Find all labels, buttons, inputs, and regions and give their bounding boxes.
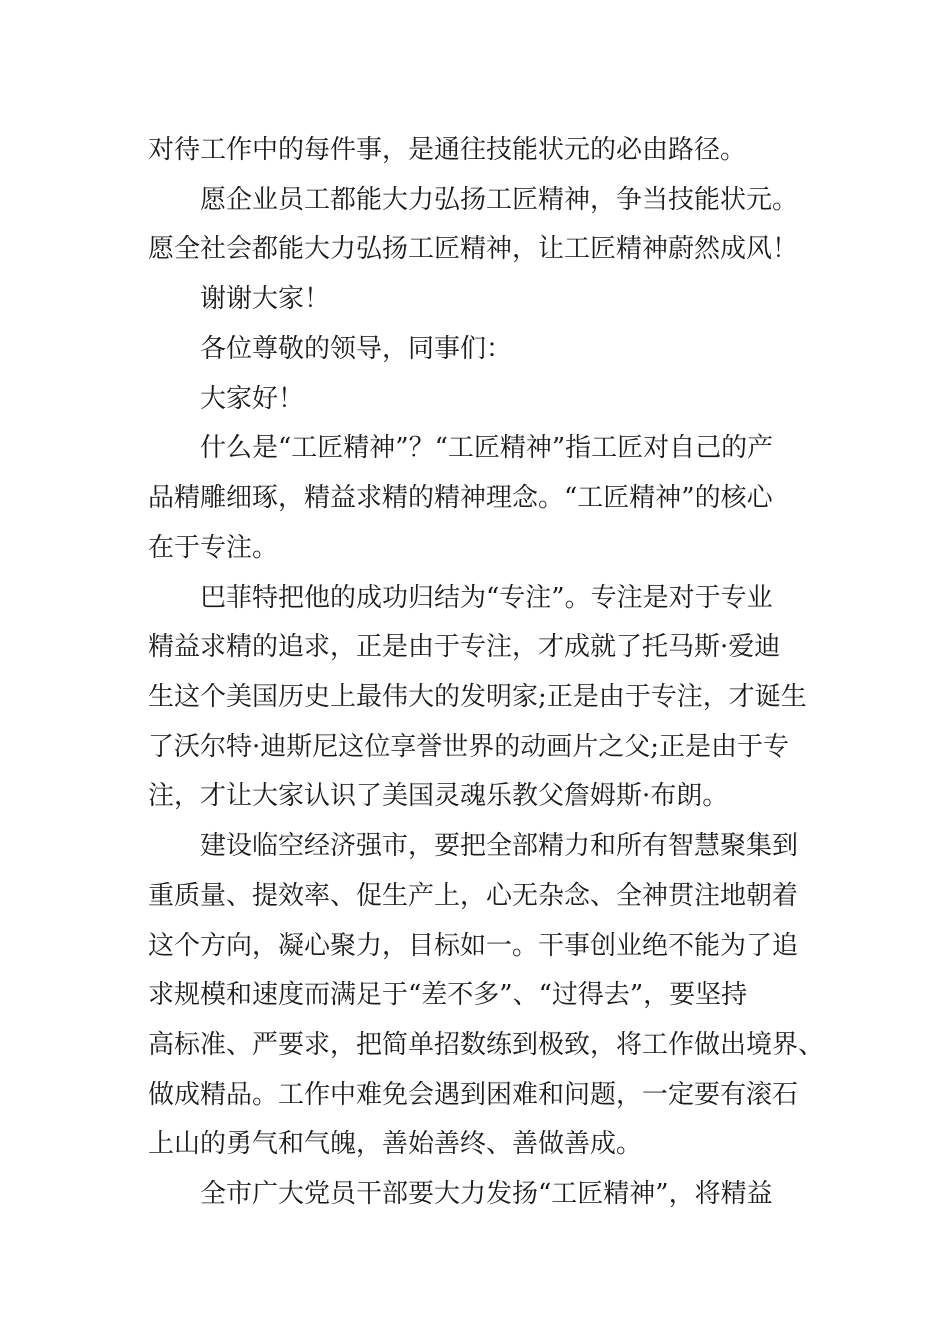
text-line-4: 谢谢大家！	[200, 284, 331, 314]
text-line-2: 愿企业员工都能大力弘扬工匠精神，争当技能状元。	[200, 185, 799, 215]
text-line-5: 各位尊敬的领导，同事们：	[200, 334, 513, 364]
text-line-1: 对待工作中的每件事，是通往技能状元的必由路径。	[148, 135, 747, 165]
text-line-15: 建设临空经济强市，要把全部精力和所有智慧聚集到	[200, 831, 799, 861]
text-line-20: 做成精品。工作中难免会遇到困难和问题，一定要有滚石	[148, 1080, 799, 1110]
text-line-3: 愿全社会都能大力弘扬工匠精神，让工匠精神蔚然成风！	[148, 234, 799, 264]
text-line-9: 在于专注。	[148, 533, 279, 563]
text-line-21: 上山的勇气和气魄，善始善终、善做善成。	[148, 1129, 643, 1159]
text-line-19: 高标准、严要求，把简单招数练到极致，将工作做出境界、	[148, 1030, 825, 1060]
text-line-13: 了沃尔特·迪斯尼这位享誉世界的动画片之父;正是由于专	[148, 732, 790, 762]
text-line-17: 这个方向，凝心聚力，目标如一。干事创业绝不能为了追	[148, 931, 799, 961]
text-line-7: 什么是“工匠精神”？“工匠精神”指工匠对自己的产	[200, 433, 774, 463]
text-line-11: 精益求精的追求，正是由于专注，才成就了托马斯·爱迪	[148, 632, 781, 662]
text-line-22: 全市广大党员干部要大力发扬“工匠精神”，将精益	[200, 1179, 773, 1209]
text-line-8: 品精雕细琢，精益求精的精神理念。“工匠精神”的核心	[148, 483, 773, 513]
text-line-6: 大家好！	[200, 384, 305, 414]
text-line-12: 生这个美国历史上最伟大的发明家;正是由于专注，才诞生	[148, 682, 807, 712]
text-line-18: 求规模和速度而满足于“差不多”、“过得去”，要坚持	[148, 980, 748, 1010]
text-line-10: 巴菲特把他的成功归结为“专注”。专注是对于专业	[200, 583, 773, 613]
text-line-16: 重质量、提效率、促生产上，心无杂念、全神贯注地朝着	[148, 881, 799, 911]
text-line-14: 注，才让大家认识了美国灵魂乐教父詹姆斯·布朗。	[148, 781, 729, 811]
